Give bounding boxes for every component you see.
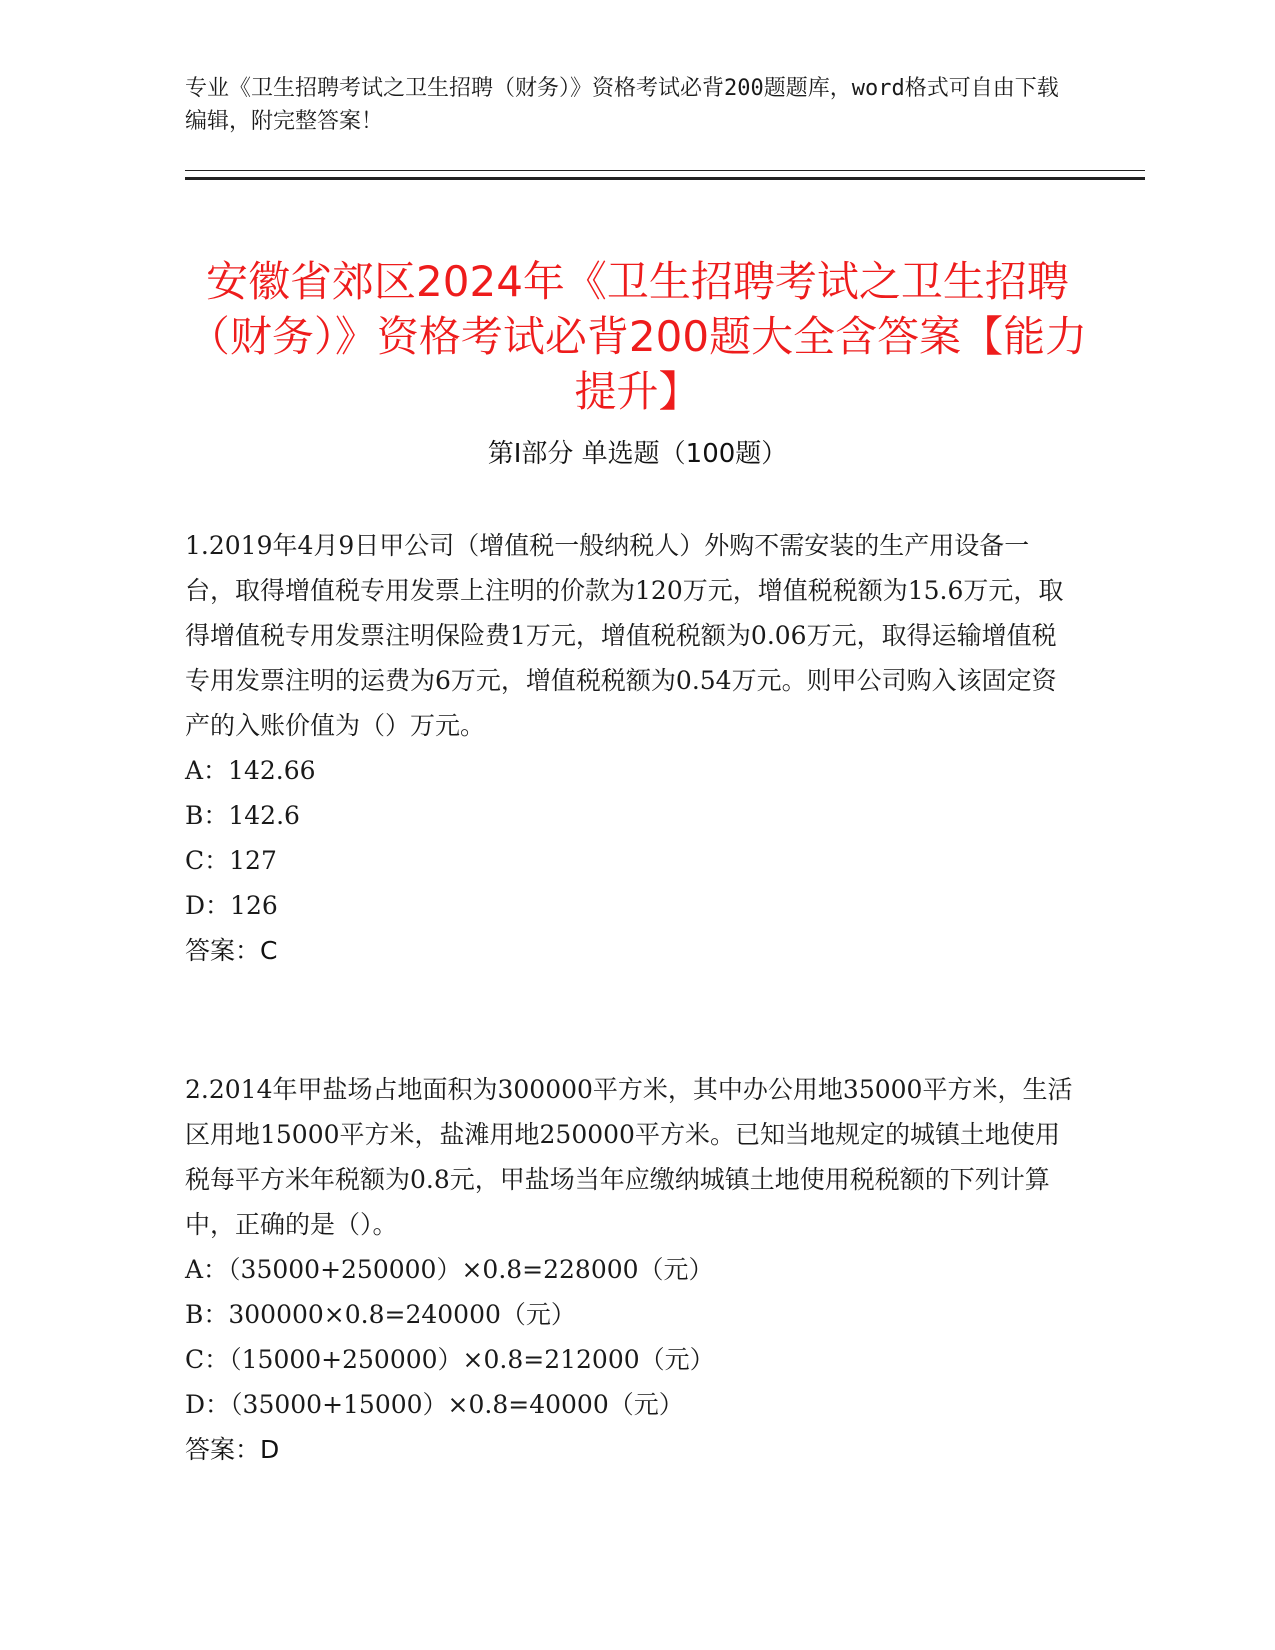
answer: 答案：C (185, 936, 278, 965)
question-1 (185, 523, 1075, 973)
option-b: B：142.6 (185, 801, 300, 830)
option-a: A：（35000+250000）×0.8=228000（元） (185, 1255, 714, 1284)
section-title: 第I部分 单选题（100题） (487, 439, 788, 469)
option-c: C：127 (185, 846, 277, 875)
header-divider-thick (185, 177, 1145, 180)
option-c: C：（15000+250000）×0.8=212000（元） (185, 1345, 715, 1374)
question-2 (185, 1067, 1075, 1472)
option-a: A：142.66 (185, 756, 316, 785)
header-note: 专业《卫生招聘考试之卫生招聘（财务）》资格考试必背200题题库，word格式可自由下载编辑，附完整答案！ (185, 76, 1059, 134)
document-title: 安徽省郊区2024年《卫生招聘考试之卫生招聘（财务）》资格考试必背200题大全含答案【能力提升】 (187, 257, 1088, 417)
header-divider-thin (185, 170, 1145, 171)
option-d: D：（35000+15000）×0.8=40000（元） (185, 1390, 684, 1419)
option-b: B：300000×0.8=240000（元） (185, 1300, 576, 1329)
question-stem: 2.2014年甲盐场占地面积为300000平方米，其中办公用地35000平方米，生活区用地15000平方米，盐滩用地250000平方米。已知当地规定的城镇土地使用税每平方米年税额为0.8元，甲盐场当年应缴纳城镇土地使用税税额的下列计算中，正确的是（）。 (185, 1075, 1073, 1239)
question-stem: 1.2019年4月9日甲公司（增值税一般纳税人）外购不需安装的生产用设备一台，取得增值税专用发票上注明的价款为120万元，增值税税额为15.6万元，取得增值税专用发票注明保险费1万元，增值税税额为0.06万元，取得运输增值税专用发票注明的运费为6万元，增值税税额为0.54万元。则甲公司购入该固定资产的入账价值为（）万元。 (185, 531, 1064, 740)
option-d: D：126 (185, 891, 278, 920)
answer: 答案：D (185, 1435, 280, 1464)
